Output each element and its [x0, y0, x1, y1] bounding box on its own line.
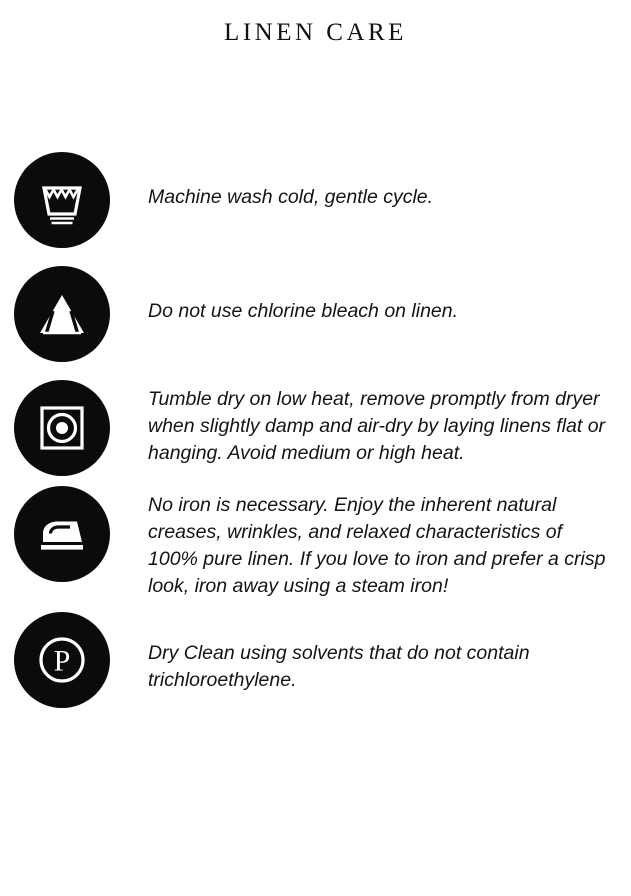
- list-item: [0, 612, 631, 708]
- icon-cell: [0, 266, 110, 362]
- icon-cell: [0, 380, 110, 476]
- care-text: Tumble dry on low heat, remove promptly from dryer when slightly damp and air-dry by laying linens flat or hanging. Avoid medium or high heat.: [148, 387, 606, 464]
- do-not-bleach-triangle-icon: [14, 266, 110, 362]
- care-instruction-list: [0, 152, 631, 708]
- text-cell: [110, 612, 631, 694]
- wash-tub-icon: [14, 152, 110, 248]
- svg-text:P: P: [53, 644, 71, 677]
- list-item: [0, 266, 631, 362]
- page-title: LINEN CARE: [224, 18, 407, 46]
- text-cell: [110, 266, 631, 325]
- icon-cell: [0, 486, 110, 582]
- care-text: Dry Clean using solvents that do not contain trichloroethylene.: [148, 641, 530, 691]
- list-item: [0, 152, 631, 248]
- text-cell: [110, 380, 631, 467]
- care-text: Machine wash cold, gentle cycle.: [148, 185, 434, 208]
- linen-care-card: [0, 17, 631, 896]
- care-text: Do not use chlorine bleach on linen.: [148, 299, 459, 322]
- list-item: [0, 486, 631, 600]
- icon-cell: [0, 612, 110, 708]
- text-cell: [110, 152, 631, 211]
- tumble-dry-low-icon: [14, 380, 110, 476]
- care-text: No iron is necessary. Enjoy the inherent natural creases, wrinkles, and relaxed characteristics of 100% pure linen. If you love to iron and prefer a crisp look, iron away using a steam iron!: [148, 493, 606, 597]
- dry-clean-p-circle-icon: [14, 612, 110, 708]
- title-spacer: [0, 64, 631, 106]
- list-item: [0, 380, 631, 476]
- iron-icon: [14, 486, 110, 582]
- icon-cell: [0, 152, 110, 248]
- text-cell: [110, 486, 631, 600]
